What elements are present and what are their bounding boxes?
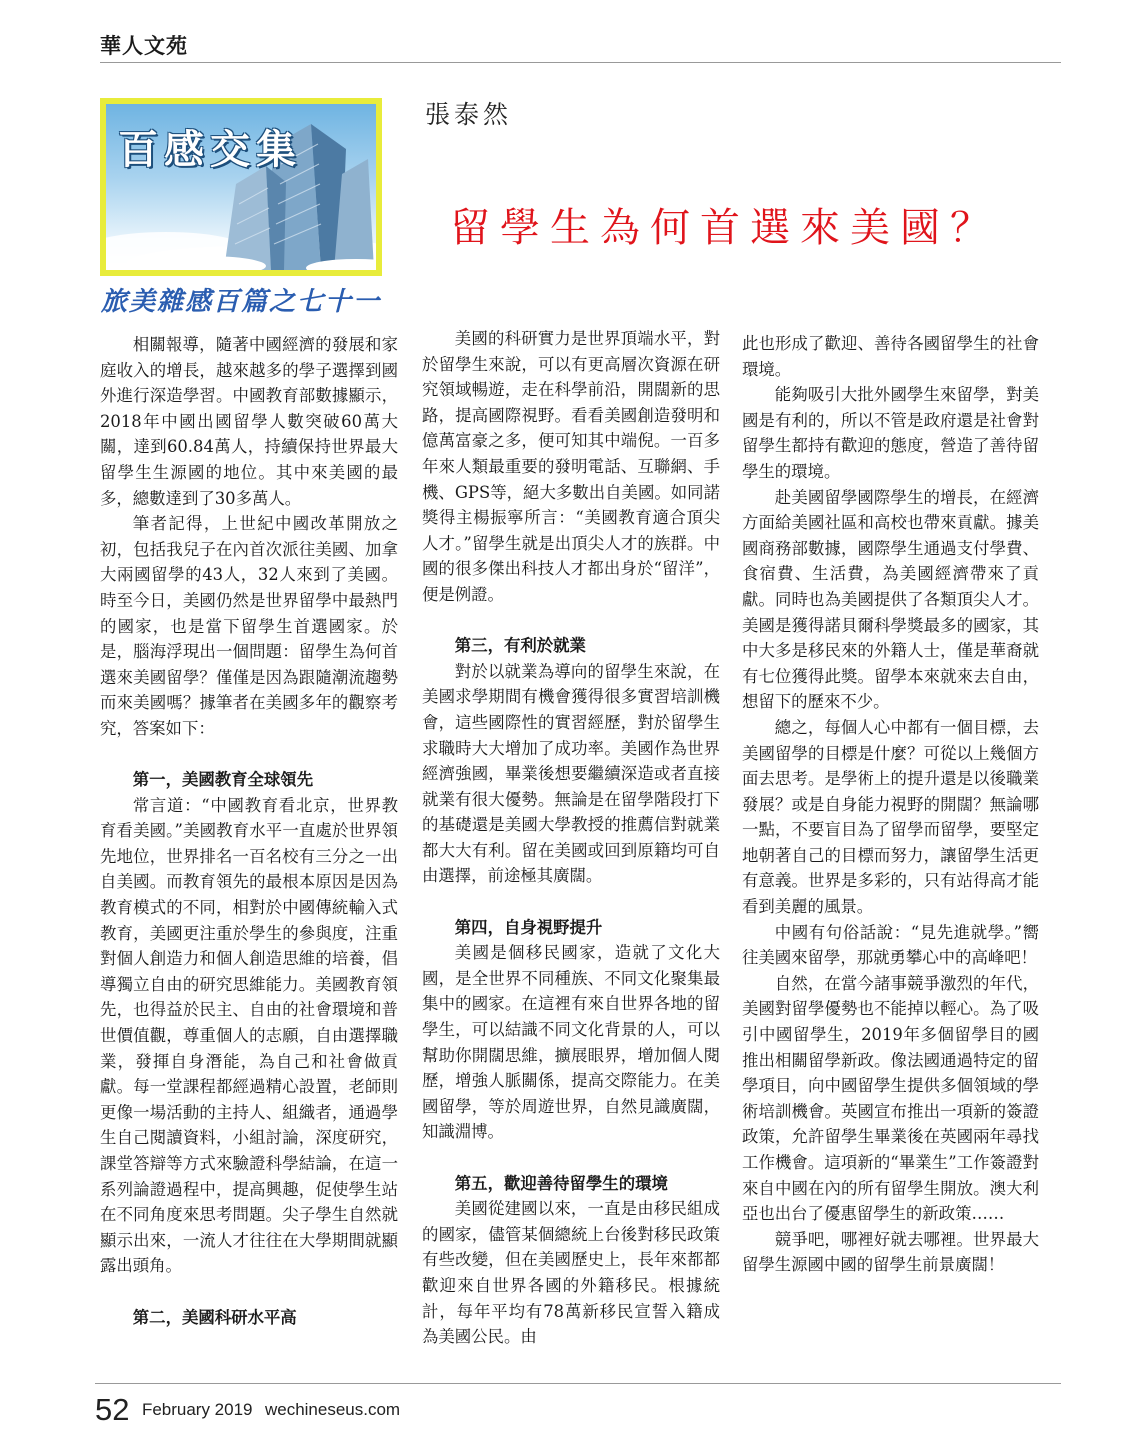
paragraph: 赴美國留學國際學生的增長，在經濟方面給美國社區和高校也帶來貢獻。據美國商務部數據，國際學生通過支付學費、食宿費、生活費，為美國經濟帶來了貢獻。同時也為美國提供了各類頂尖人才。美國是獲得諾貝爾科學獎最多的國家，其中大多是移民來的外籍人士，僅是華裔就有七位獲得此獎。留學本來就來去自由，想留下的歷來不少。 (742, 487, 1039, 712)
paragraph: 常言道：“中國教育看北京，世界教育看美國。”美國教育水平一直處於世界領先地位，世界排名一百名校有三分之一出自美國。而教育領先的最根本原因是因為教育模式的不同，相對於中國傳統輸入式教育，美國更注重於學生的參與度，注重對個人創造力和個人創造思維的培養，倡導獨立自由的研究思維能力。美國教育領先，也得益於民主、自由的社會環境和普世價值觀，尊重個人的志願，自由選擇職業，發揮自身潛能，為自己和社會做貢獻。每一堂課程都經過精心設置，老師則更像一場活動的主持人、組織者，通過學生自己閱讀資料，小組討論，深度研究，課堂答辯等方式來驗證科學結論，在這一系列論證過程中，提高興趣，促使學生站在不同角度來思考問題。尖子學生自然就顯示出來，一流人才往往在大學期間就顯露出頭角。 (100, 795, 398, 1276)
paragraph: 中國有句俗話說：“見先進就學。”嚮往美國來留學，那就勇攀心中的高峰吧！ (742, 922, 1039, 968)
text-column-3 (742, 331, 1039, 1278)
subheading: 第二，美國科研水平高 (132, 1307, 297, 1327)
article-headline: 留學生為何首選來美國？ (450, 205, 1000, 251)
paragraph: 此也形成了歡迎、善待各國留學生的社會環境。 (742, 334, 1039, 379)
page-number: 52 (95, 1392, 130, 1427)
paragraph: 對於以就業為導向的留學生來說，在美國求學期間有機會獲得很多實習培訓機會，這些國際性的實習經歷，對於留學生求職時大大增加了成功率。美國作為世界經濟強國，畢業後想要繼續深造或者直接就業有很大優勢。無論是在留學階段打下的基礎還是美國大學教授的推薦信對就業都大大有利。留在美國或回到原籍均可自由選擇，前途極其廣闊。 (422, 661, 720, 886)
paragraph: 相關報導，隨著中國經濟的發展和家庭收入的增長，越來越多的學子選擇到國外進行深造學習。中國教育部數據顯示，2018年中國出國留學人數突破60萬大關，達到60.84萬人，持續保持世界最大留學生生源國的地位。其中來美國的最多，總數達到了30多萬人。 (100, 335, 398, 508)
banner-subtitle: 旅美雜感百篇之七十一 (100, 287, 381, 317)
column-banner (100, 98, 382, 320)
paragraph: 美國從建國以來，一直是由移民組成的國家，儘管某個總統上台後對移民政策有些改變，但在美國歷史上，長年來都都歡迎來自世界各國的外籍移民。根據統計，每年平均有78萬新移民宣誓入籍成為美國公民。由 (422, 1199, 720, 1347)
subheading: 第四，自身視野提升 (454, 917, 603, 937)
subheading: 第三，有利於就業 (454, 636, 586, 656)
top-divider (100, 62, 1061, 63)
paragraph: 競爭吧，哪裡好就去哪裡。世界最大留學生源國中國的留學生前景廣闊！ (742, 1229, 1039, 1275)
author-name: 張泰然 (425, 100, 513, 129)
paragraph: 筆者記得，上世紀中國改革開放之初，包括我兒子在內首次派往美國、加拿大兩國留學的43人，32人來到了美國。時至今日，美國仍然是世界留學中最熱門的國家，也是當下留學生首選國家。於是，腦海浮現出一個問題：留學生為何首選來美國留學？僅僅是因為跟隨潮流趨勢而來美國嗎？據筆者在美國多年的觀察考究，答案如下： (100, 514, 398, 738)
text-column-2 (422, 326, 720, 1350)
section-title: 華人文苑 (100, 34, 188, 58)
paragraph: 美國的科研實力是世界頂端水平，對於留學生來說，可以有更高層次資源在研究領域暢遊，走在科學前沿，開闊新的思路，提高國際視野。看看美國創造發明和億萬富豪之多，便可知其中端倪。一百多年來人類最重要的發明電話、互聯網、手機、GPS等，絕大多數出自美國。如同諾獎得主楊振寧所言：“美國教育適合頂尖人才。”留學生就是出頂尖人才的族群。中國的很多傑出科技人才都出身於“留洋”，便是例證。 (422, 329, 720, 604)
bottom-divider (95, 1383, 1061, 1384)
paragraph: 能夠吸引大批外國學生來留學，對美國是有利的，所以不管是政府還是社會對留學生都持有歡迎的態度，營造了善待留學生的環境。 (742, 385, 1039, 481)
subheading: 第五，歡迎善待留學生的環境 (454, 1173, 668, 1193)
paragraph: 總之，每個人心中都有一個目標，去美國留學的目標是什麼？可從以上幾個方面去思考。是學術上的提升還是以後職業發展？或是自身能力視野的開闊？無論哪一點，不要盲目為了留學而留學，要堅定地朝著自己的目標而努力，讓留學生活更有意義。世界是多彩的，只有站得高才能看到美麗的風景。 (742, 717, 1039, 917)
issue-date: February 2019 (141, 1400, 253, 1419)
text-column-1 (100, 332, 398, 1330)
banner-image (106, 104, 376, 270)
banner-frame (100, 98, 382, 276)
banner-title: 百感交集 (118, 126, 302, 173)
paragraph: 自然，在當今諸事競爭激烈的年代，美國對留學優勢也不能掉以輕心。為了吸引中國留學生，2019年多個留學目的國推出相關留學新政。像法國通過特定的留學項目，向中國留學生提供多個領域的學術培訓機會。英國宣布推出一項新的簽證政策，允許留學生畢業後在英國兩年尋找工作機會。這項新的“畢業生”工作簽證對來自中國在內的所有留學生開放。澳大利亞也出台了優惠留學生的新政策…… (742, 973, 1039, 1224)
page-footer (95, 1392, 400, 1428)
paragraph: 美國是個移民國家，造就了文化大國，是全世界不同種族、不同文化聚集最集中的國家。在這裡有來自世界各地的留學生，可以結識不同文化背景的人，可以幫助你開闊思維，擴展眼界，增加個人閱歷，增強人脈關係，提高交際能力。在美國留學，等於周遊世界，自然見識廣闊，知識淵博。 (422, 943, 720, 1142)
website-url: wechineseus.com (264, 1400, 401, 1419)
subheading: 第一，美國教育全球領先 (132, 770, 314, 790)
